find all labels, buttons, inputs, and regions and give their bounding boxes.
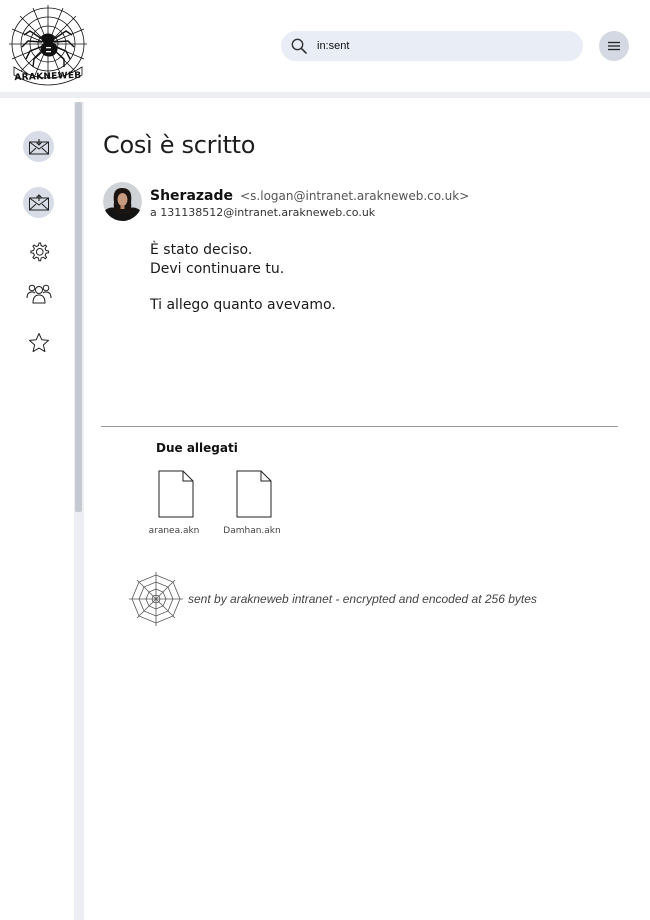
- star-icon: [27, 331, 51, 355]
- attachment-item[interactable]: [142, 470, 206, 540]
- sender-name[interactable]: Sherazade: [150, 188, 234, 204]
- sidebar-item-starred[interactable]: [23, 327, 54, 358]
- spiderweb-icon: [128, 571, 184, 627]
- hamburger-menu-icon: [607, 40, 621, 52]
- envelope-in-icon: [28, 138, 50, 156]
- envelope-out-icon: [28, 194, 50, 212]
- message-subject: Così è scritto: [103, 131, 256, 159]
- sidebar-item-sent[interactable]: [23, 187, 54, 218]
- sender-line: [150, 185, 469, 204]
- sidebar: [0, 98, 74, 920]
- svg-text:ARAKNEWEB: ARAKNEWEB: [14, 70, 82, 84]
- sender-email[interactable]: <s.logan@intranet.arakneweb.co.uk>: [240, 189, 470, 203]
- sidebar-item-inbox[interactable]: [23, 131, 54, 162]
- attachments-divider: [101, 426, 618, 427]
- attachment-name: aranea.akn: [148, 526, 200, 536]
- body-line: Ti allego quanto avevamo.: [150, 297, 336, 313]
- body-line: È stato deciso.: [150, 242, 253, 258]
- file-icon: [236, 470, 272, 518]
- footer-signature: sent by arakneweb intranet - encrypted and encoded at 256 bytes: [188, 592, 537, 606]
- menu-button[interactable]: [599, 31, 629, 61]
- file-icon: [158, 470, 194, 518]
- search-bar[interactable]: [281, 31, 583, 61]
- search-icon[interactable]: [290, 37, 308, 55]
- people-icon: [26, 283, 52, 305]
- arakneweb-logo[interactable]: [6, 3, 90, 87]
- sidebar-item-contacts[interactable]: [23, 278, 54, 309]
- app-header: [0, 0, 650, 92]
- message-view: [84, 98, 650, 920]
- attachment-item[interactable]: [220, 470, 284, 540]
- body-line: Devi continuare tu.: [150, 260, 285, 277]
- sender-avatar[interactable]: [103, 182, 142, 221]
- recipient-line: a 131138512@intranet.arakneweb.co.uk: [150, 206, 376, 219]
- message-body: [150, 241, 336, 315]
- attachments-heading: Due allegati: [156, 441, 238, 455]
- sidebar-item-settings[interactable]: [23, 236, 54, 267]
- search-input[interactable]: [317, 37, 567, 55]
- attachment-name: Damhan.akn: [223, 526, 281, 536]
- scrollbar-thumb[interactable]: [75, 102, 82, 512]
- gear-icon: [28, 241, 50, 263]
